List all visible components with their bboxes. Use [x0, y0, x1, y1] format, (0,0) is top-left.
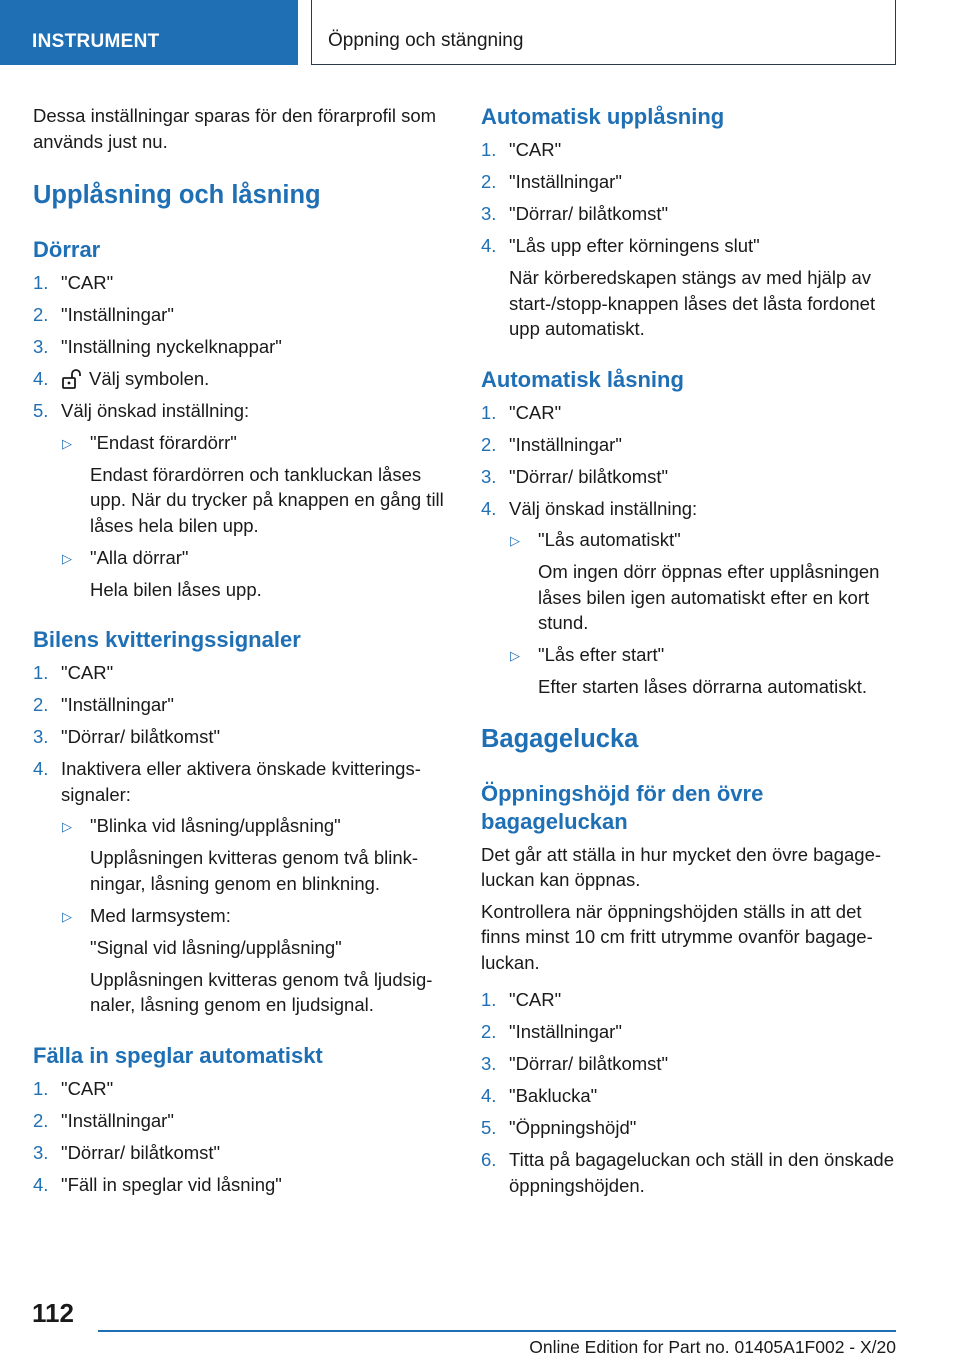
bullet-triangle-icon: ▷	[62, 819, 72, 834]
section-title: INSTRUMENT	[32, 31, 160, 52]
list-item: 3. "Inställning nyckelknappar"	[33, 336, 282, 357]
signals-steps	[33, 660, 451, 1018]
list-item: 4. Välj symbolen.	[33, 368, 210, 389]
list-item: 4. Välj önskad inställning: ▷ "Lås automatiskt" Om ingen dörr öppnas efter upplåsningen låses bilen igen automatiskt efter en kort stund. ▷ "Lås efter start" Efter starten låses dörrarna automatiskt.	[481, 496, 899, 700]
autounlock-steps	[481, 137, 899, 342]
bullet-triangle-icon: ▷	[62, 435, 72, 451]
option-item: ▷ Med larmsystem: "Signal vid låsning/upplåsning" Upplåsningen kvitteras genom två ljudsignaler, låsning genom en ljudsignal.	[62, 904, 433, 1015]
intro-text: Dessa inställningar sparas för den förarprofil som används just nu.	[33, 105, 437, 152]
heading-opening-height: Öppningshöjd för den övre bagageluckan	[481, 780, 764, 834]
list-item: 4. "Fäll in speglar vid låsning"	[33, 1173, 282, 1195]
heading-unlock-lock: Upplåsning och låsning	[33, 181, 321, 209]
heading-doors: Dörrar	[33, 237, 101, 262]
list-item: 4. Inaktivera eller aktivera önskade kvitteringssignaler: ▷ "Blinka vid låsning/upplåsning" Upplåsningen kvitteras genom två blinkningar, låsning genom en blinkning. ▷ Med larmsystem: "Signal vid låsning/upplåsning" Upplåsningen kvitteras genom två ljudsignaler, låsning genom en ljudsignal.	[33, 756, 451, 1018]
bullet-triangle-icon: ▷	[62, 908, 72, 924]
option-item: ▷ "Blinka vid låsning/upplåsning" Upplåsningen kvitteras genom två blinkningar, låsning genom en blinkning.	[62, 815, 419, 894]
list-item: 5. Välj önskad inställning: ▷ "Endast förardörr" Endast förardörren och tankluckan låses upp. När du trycker på knappen en gång till låses hela bilen upp. ▷ "Alla dörrar" Hela bilen låses upp.	[33, 398, 451, 602]
unlock-icon	[61, 369, 83, 389]
page-number: 112	[32, 1298, 74, 1328]
list-item: 6. Titta på bagageluckan och ställ in den önskade öppningshöjden.	[481, 1149, 894, 1196]
list-item: 5. "Öppningshöjd"	[481, 1117, 637, 1138]
opening-paragraph-1: Det går att ställa in hur mycket den övre bagageluckan kan öppnas.	[481, 843, 882, 890]
list-item: 1. "CAR"	[481, 401, 562, 423]
heading-auto-lock: Automatisk låsning	[481, 366, 684, 392]
right-column	[481, 103, 899, 1205]
option-item: ▷ "Endast förardörr" Endast förardörren och tankluckan låses upp. När du trycker på knappen en gång till låses hela bilen upp.	[62, 431, 444, 536]
option-item: ▷ "Lås efter start" Efter starten låses dörrarna automatiskt.	[510, 644, 868, 697]
list-item: 1. "CAR"	[481, 989, 562, 1010]
list-item: 4. "Lås upp efter körningens slut" När körberedskapen stängs av med hjälp av start-/stopp-knappen låses det låsta fordonet upp automatiskt.	[481, 233, 899, 342]
left-column	[33, 103, 451, 1204]
list-item: 1. "CAR"	[481, 139, 562, 160]
bullet-triangle-icon: ▷	[62, 550, 72, 566]
opening-paragraph-2: Kontrollera när öppningshöjden ställs in att det finns minst 10 cm fritt utrymme ovanför bagageluckan.	[481, 900, 873, 973]
list-item: 3. "Dörrar/ bilåtkomst"	[33, 1141, 221, 1163]
signals-options	[61, 813, 451, 1018]
list-item: 3. "Dörrar/ bilåtkomst"	[481, 203, 669, 224]
list-item: 3. "Dörrar/ bilåtkomst"	[33, 726, 221, 747]
bullet-triangle-icon: ▷	[510, 533, 520, 548]
footer-divider	[98, 1330, 896, 1332]
list-item: 1. "CAR"	[33, 1077, 114, 1099]
mirrors-steps	[33, 1076, 451, 1198]
list-item: 1. "CAR"	[33, 272, 114, 293]
list-item: 4. "Baklucka"	[481, 1085, 598, 1106]
heading-mirrors: Fälla in speglar automatiskt	[33, 1042, 323, 1068]
list-item: 1. "CAR"	[33, 662, 114, 683]
list-item: 2. "Inställningar"	[33, 1109, 174, 1131]
list-item: 2. "Inställningar"	[33, 304, 174, 325]
doors-steps	[33, 270, 451, 602]
footer-edition: Online Edition for Part no. 01405A1F002 - X/20	[529, 1337, 896, 1357]
heading-trunk: Bagagelucka	[481, 724, 639, 753]
section-tab	[0, 0, 298, 65]
option-item: ▷ "Lås automatiskt" Om ingen dörr öppnas efter upplåsningen låses bilen igen automatiskt efter en kort stund.	[510, 529, 880, 633]
list-item: 3. "Dörrar/ bilåtkomst"	[481, 1053, 669, 1074]
heading-auto-unlock: Automatisk upplåsning	[481, 104, 725, 129]
list-item: 2. "Inställningar"	[33, 694, 174, 715]
list-item: 2. "Inställningar"	[481, 1021, 622, 1042]
list-item: 2. "Inställningar"	[481, 171, 622, 192]
chapter-tab	[311, 0, 896, 65]
autolock-options	[509, 527, 899, 700]
heading-signals: Bilens kvitteringssignaler	[33, 627, 301, 652]
list-item: 2. "Inställningar"	[481, 433, 622, 455]
option-item: ▷ "Alla dörrar" Hela bilen låses upp.	[62, 546, 262, 600]
chapter-title: Öppning och stängning	[328, 30, 524, 51]
autolock-steps	[481, 400, 899, 700]
autounlock-note: När körberedskapen stängs av med hjälp av start-/stopp-knappen låses det låsta fordonet upp automatiskt.	[509, 267, 876, 339]
bullet-triangle-icon: ▷	[510, 648, 520, 663]
opening-steps	[481, 987, 899, 1198]
list-item: 3. "Dörrar/ bilåtkomst"	[481, 465, 669, 487]
doors-options	[61, 430, 451, 603]
